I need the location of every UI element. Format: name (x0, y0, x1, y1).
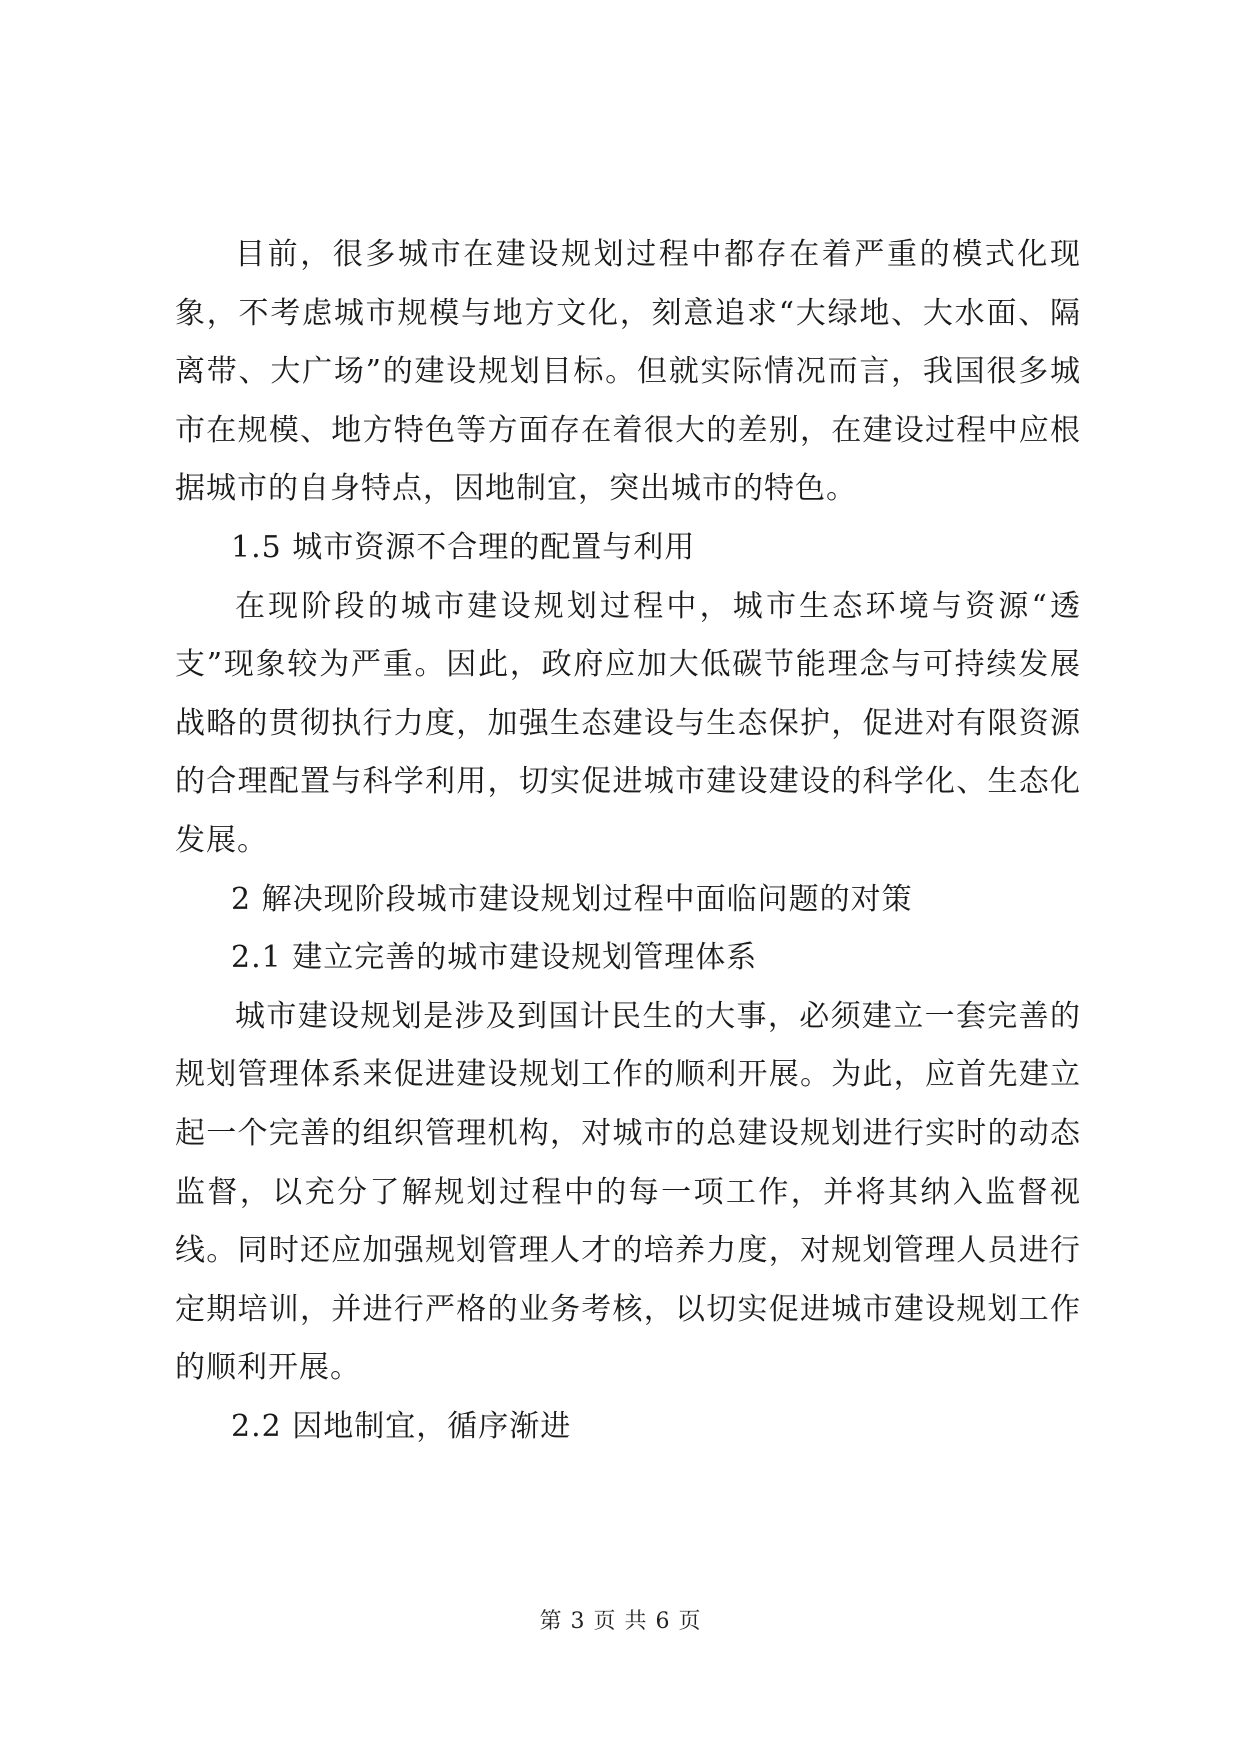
section-heading-2-1: 2.1 建立完善的城市建设规划管理体系 (231, 940, 758, 976)
paragraph-modeling-issue: 目前，很多城市在建设规划过程中都存在着严重的模式化现象，不考虑城市规模与地方文化，刻意追求“大绿地、大水面、隔离带、大广场”的建设规划目标。但就实际情况而言，我国很多城市在规模、地方特色等方面存在着很大的差别，在建设过程中应根据城市的自身特点，因地制宜，突出城市的特色。 (175, 237, 1081, 507)
document-body (175, 226, 1081, 1456)
section-heading-2-2: 2.2 因地制宜，循序渐进 (231, 1408, 572, 1444)
section-heading-1-5: 1.5 城市资源不合理的配置与利用 (231, 529, 696, 565)
page-number-footer: 第 3 页 共 6 页 (539, 1609, 702, 1634)
paragraph-resource-allocation: 在现阶段的城市建设规划过程中，城市生态环境与资源“透支”现象较为严重。因此，政府应加大低碳节能理念与可持续发展战略的贯彻执行力度，加强生态建设与生态保护，促进对有限资源的合理配置与科学利用，切实促进城市建设建设的科学化、生态化发展。 (175, 588, 1081, 858)
section-heading-2: 2 解决现阶段城市建设规划过程中面临问题的对策 (231, 881, 913, 917)
paragraph-management-system: 城市建设规划是涉及到国计民生的大事，必须建立一套完善的规划管理体系来促进建设规划工作的顺利开展。为此，应首先建立起一个完善的组织管理机构，对城市的总建设规划进行实时的动态监督，以充分了解规划过程中的每一项工作，并将其纳入监督视线。同时还应加强规划管理人才的培养力度，对规划管理人员进行定期培训，并进行严格的业务考核，以切实促进城市建设规划工作的顺利开展。 (175, 998, 1081, 1386)
